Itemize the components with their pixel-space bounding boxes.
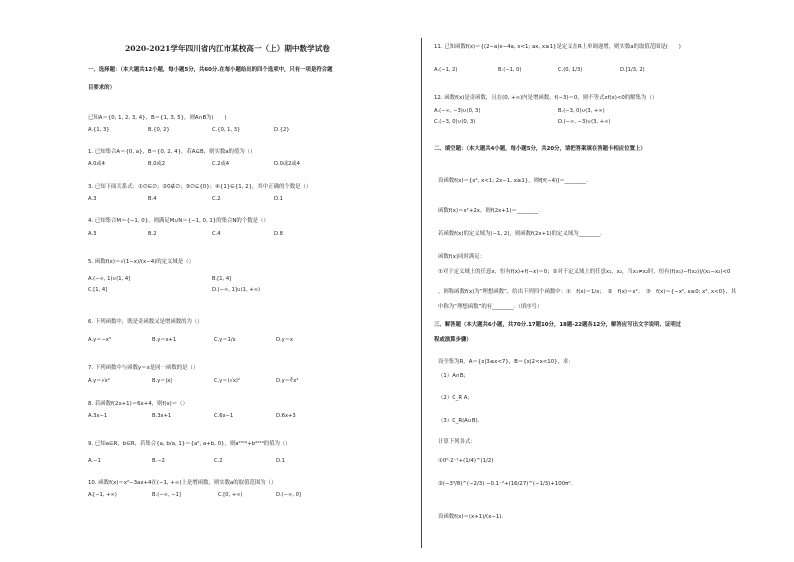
question-3: 3. 已知下面关系式：①∅∈∅；②0∉∅；③∅⊆{0}；④{1}∈{1, 2}，其中正确的个数是（） bbox=[88, 184, 312, 190]
question-9-option-d: D.1 bbox=[276, 458, 285, 464]
question-11-option-b: B.(−1, 0) bbox=[498, 67, 522, 73]
question-7-option-d: D.y＝∛x³ bbox=[276, 378, 299, 384]
question-9: 9. 已知a∈R，b∈R，若集合{a, b/a, 1}＝{a², a+b, 0}，则a²⁰¹⁹+b²⁰¹⁹的值为（） bbox=[88, 441, 291, 447]
question-7-option-c: C.y＝(√x)² bbox=[214, 378, 241, 384]
problem-18-part-1: ①0⁰·2⁻¹+(1/4)^(1/2) bbox=[438, 458, 494, 464]
section1-heading-cont: 目要求的） bbox=[88, 85, 115, 91]
section3-heading-cont: 程或演算步骤） bbox=[434, 337, 472, 343]
fill-in-4-intro: 函数f(x)同时满足： bbox=[438, 254, 486, 260]
question-3-option-a: A.3 bbox=[88, 196, 97, 202]
question-2-option-b: B.0或2 bbox=[148, 161, 165, 167]
question-8-option-d: D.6x+3 bbox=[276, 413, 296, 419]
question-3-option-c: C.2 bbox=[212, 196, 221, 202]
question-10: 10. 函数f(x)＝x²−3ax+4在(−1, +∞)上是增函数，则实数a的取值范围为（） bbox=[88, 480, 277, 486]
question-4-option-d: D.8 bbox=[274, 231, 283, 237]
fill-in-3: 若函数f(x)的定义域为(−1, 2)，则函数f(2x+1)的定义域为________. bbox=[438, 231, 602, 237]
question-11-option-d: D.[1/3, 2) bbox=[620, 67, 645, 73]
question-6-option-d: D.y＝x bbox=[276, 337, 293, 343]
question-7-option-a: A.y＝√x² bbox=[88, 378, 110, 384]
question-12-option-d: D.(−∞, −3)∪(3, +∞) bbox=[558, 119, 611, 125]
fill-in-1: 设函数f(x)＝{x², x<1; 2x−1, x≥1}，则f[f(−4)]＝________. bbox=[438, 178, 588, 184]
question-7-option-b: B.y＝|x| bbox=[152, 378, 173, 384]
question-5-option-b: B.[1, 4] bbox=[212, 276, 232, 282]
question-8-option-c: C.6x−1 bbox=[214, 413, 234, 419]
question-4-option-a: A.3 bbox=[88, 231, 97, 237]
question-8: 8. 若函数f(2x+1)＝6x+4，则f(x)＝（） bbox=[88, 401, 188, 407]
question-3-option-d: D.1 bbox=[274, 196, 283, 202]
question-12-option-b: B.(−3, 0)∪(3, +∞) bbox=[558, 108, 605, 114]
exam-title: 2020-2021学年四川省内江市某校高一（上）期中数学试卷 bbox=[125, 44, 330, 53]
fill-in-4-condition: ①对于定义域上的任意x，恒有f(x)+f(−x)＝0；②对于定义域上的任意x₁，x₂，当x₁≠x₂时，恒有(f(x₁)−f(x₂))/(x₁−x₂)<0 bbox=[438, 269, 731, 275]
question-4: 4. 已知集合M＝{−1, 0}，则满足M∪N＝{−1, 0, 1}的集合N的个数是（） bbox=[88, 218, 269, 224]
question-9-option-a: A.−1 bbox=[88, 458, 101, 464]
question-8-option-a: A.3x−1 bbox=[88, 413, 108, 419]
question-1-option-c: C.{0, 1, 3} bbox=[212, 127, 241, 133]
question-6-option-b: B.y＝x+1 bbox=[152, 337, 177, 343]
question-9-option-b: B.−2 bbox=[152, 458, 165, 464]
question-12: 12. 函数f(x)是奇函数，且在(0, +∞)内是增函数，f(−3)＝0，则不等式xf(x)<0的解集为（） bbox=[434, 95, 658, 101]
question-1-option-b: B.{0, 2} bbox=[148, 127, 170, 133]
section2-heading: 二、填空题：（本大题共4小题，每小题5分，共20分，请把答案填在答题卡相应位置上） bbox=[434, 146, 646, 152]
question-2-option-d: D.0或2或4 bbox=[274, 161, 300, 167]
question-1: 已知A＝{0, 1, 2, 3, 4}，B＝{1, 3, 5}，则A∩B为( ) bbox=[88, 115, 227, 121]
question-2-option-c: C.2或4 bbox=[212, 161, 230, 167]
question-2-option-a: A.0或4 bbox=[88, 161, 105, 167]
question-5-option-d: D.(−∞, 1]∪(1, +∞) bbox=[212, 287, 261, 293]
problem-17-part-3: （3）∁_R(A∪B). bbox=[438, 418, 480, 424]
question-6: 6. 下列函数中，既是奇函数又是增函数的为（） bbox=[88, 319, 203, 325]
question-10-option-b: B.(−∞, −1] bbox=[152, 492, 181, 498]
fill-in-4-answer: 中称为“理想函数”的有________.（填序号） bbox=[438, 304, 543, 310]
fill-in-4-functions: ，则称函数f(x)为“理想函数”，给出下列四个函数中：① f(x)＝1/x； ② f(x)＝x²； ③ f(x)＝{−x², x≥0; x², x<0}，其 bbox=[438, 289, 737, 295]
question-8-option-b: B.3x+1 bbox=[152, 413, 172, 419]
question-2: 1. 已知集合A＝{0, a}，B＝{0, 2, 4}，若A⊆B，则实数a的值为（） bbox=[88, 149, 256, 155]
question-6-option-c: C.y＝1/x bbox=[214, 337, 236, 343]
question-5: 5. 函数f(x)＝√(1−x)/(x−4)的定义域是（） bbox=[88, 259, 194, 265]
question-7: 7. 下列函数中与函数y＝x是同一函数的是（） bbox=[88, 365, 199, 371]
problem-17-stem: 设全集为R，A＝{x|3≤x<7}，B＝{x|2<x<10}，求： bbox=[438, 359, 574, 365]
question-10-option-d: D.(−∞, 0] bbox=[276, 492, 301, 498]
fill-in-2: 函数f(x)＝x²+2x，则f(2x+1)＝________. bbox=[438, 208, 541, 214]
question-4-option-b: B.2 bbox=[148, 231, 157, 237]
column-divider bbox=[421, 38, 422, 548]
problem-19-stem: 设函数f(x)＝(x+1)/(x−1). bbox=[438, 514, 504, 520]
question-4-option-c: C.4 bbox=[212, 231, 221, 237]
question-3-option-b: B.4 bbox=[148, 196, 157, 202]
problem-17-part-1: （1）A∩B； bbox=[438, 373, 469, 379]
problem-17-part-2: （2）∁_R A； bbox=[438, 395, 473, 401]
question-11-option-a: A.(−1, 2) bbox=[434, 67, 458, 73]
question-5-option-c: C.[1, 4] bbox=[88, 287, 108, 293]
question-6-option-a: A.y＝−x³ bbox=[88, 337, 111, 343]
question-10-option-c: C.[0, +∞) bbox=[218, 492, 243, 498]
question-11: 11. 已知函数f(x)＝{(2−a)x−4a, x<1; ax, x≥1}是定义在R上单调递增，则实数a的取值范围是( ) bbox=[434, 44, 681, 50]
question-10-option-a: A.[−1, +∞) bbox=[88, 492, 117, 498]
section1-heading: 一、选择题：（本大题共12小题，每小题5分，共60分.在每小题给出的四个选项中，只有一项是符合题 bbox=[88, 67, 333, 73]
question-12-option-a: A.(−∞, −3)∪(0, 3) bbox=[434, 108, 481, 114]
problem-18-part-2: ②(−3³/8)^(−2/3) −0.1⁻²+(16/27)^(−1/3)+100π⁰. bbox=[438, 481, 573, 487]
question-1-option-d: D.{2} bbox=[274, 127, 290, 133]
question-11-option-c: C.(0, 1/3) bbox=[558, 67, 583, 73]
section3-heading: 三、解答题（本大题共6小题，共70分.17题10分，18题-22题各12分，解答应写出文字说明、证明过 bbox=[434, 322, 682, 328]
question-1-option-a: A.{1, 3} bbox=[88, 127, 110, 133]
question-5-option-a: A.(−∞, 1)∪(1, 4] bbox=[88, 276, 131, 282]
question-9-option-c: C.2 bbox=[214, 458, 223, 464]
question-12-option-c: C.(−3, 0)∪(0, 3) bbox=[434, 119, 476, 125]
problem-18-stem: 计算下列各式： bbox=[438, 439, 476, 445]
